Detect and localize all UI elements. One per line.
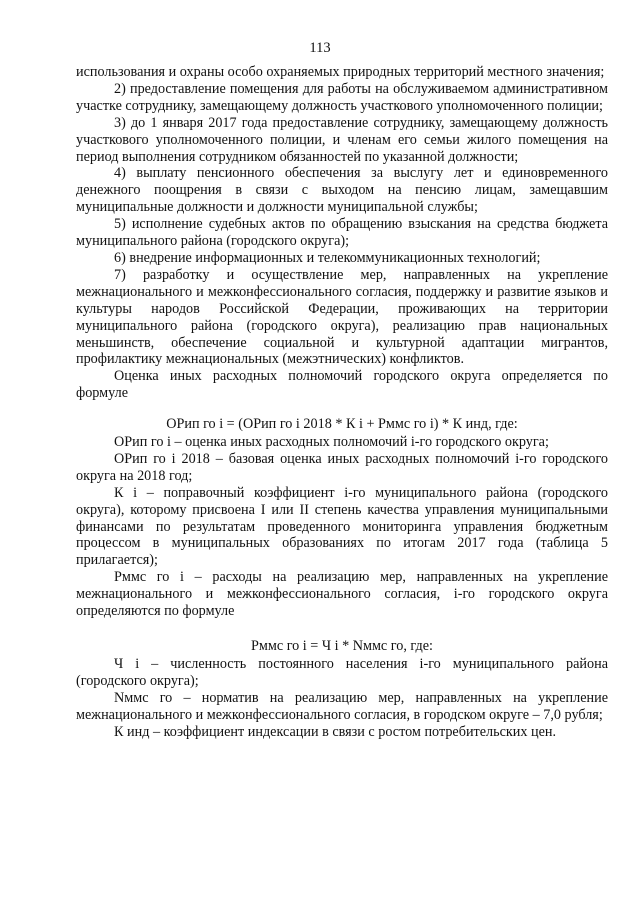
page-number: 113 [309,40,331,56]
paragraph-item-6: 6) внедрение информационных и телекоммуникационных технологий; [114,249,541,266]
definition-rmms: Рммс го i – расходы на реализацию мер, направленных на укрепление межнационального и межконфессионального согласия, i-го городского округа определяются по формуле [76,569,608,620]
paragraph-item-7: 7) разработку и осуществление мер, направленных на укрепление межнационального и межконфессионального согласия, поддержку и развитие языков и культуры народов Российской Федерации, проживающих на территории муниципального района (городского округа), реализацию прав национальных меньшинств, обеспечение социальной и культурной адаптации мигрантов, профилактику межнациональных (межэтнических) конфликтов. [76,266,608,368]
formula-rmms: Рммс го i = Ч i * Nммс го, где: [251,638,433,654]
formula-orip: ОРип го i = (ОРип го i 2018 * К i + Рммс го i) * К инд, где: [166,416,518,433]
paragraph-item-2: 2) предоставление помещения для работы на обслуживаемом административном участке сотруднику, замещающему должность участкового уполномоченного полиции; [76,80,608,114]
paragraph-item-4: 4) выплату пенсионного обеспечения за выслугу лет и единовременного денежного поощрения в связи с выходом на пенсию лицам, замещавшим муниципальные должности и должности муниципальной службы; [76,165,608,216]
definition-ch-i: Ч i – численность постоянного населения i-го муниципального района (городского округа); [76,655,608,689]
definition-k-ind: К инд – коэффициент индексации в связи с ростом потребительских цен. [114,723,557,740]
paragraph-item-3: 3) до 1 января 2017 года предоставление сотруднику, замещающему должность участкового уполномоченного полиции, и членам его семьи жилого помещения на период выполнения сотрудником обязанностей по указанной должности; [76,114,608,165]
paragraph-item-5: 5) исполнение судебных актов по обращению взыскания на средства бюджета муниципального района (городского округа); [76,216,608,250]
definition-orip: ОРип го i – оценка иных расходных полномочий i-го городского округа; [114,434,549,451]
document-body [76,64,608,740]
paragraph-assessment-intro: Оценка иных расходных полномочий городского округа определяется по формуле [76,368,608,402]
definition-nmms: Nммс го – норматив на реализацию мер, направленных на укрепление межнационального и межконфессионального согласия, в городском округе – 7,0 рубля; [76,689,608,723]
definition-orip-2018: ОРип го i 2018 – базовая оценка иных расходных полномочий i-го городского округа на 2018 год; [76,450,608,484]
paragraph-continuation: использования и охраны особо охраняемых природных территорий местного значения; [76,64,605,80]
definition-k-i: К i – поправочный коэффициент i-го муниципального района (городского округа), которому присвоена I или II степень качества управления муниципальными финансами по результатам проведенного мониторинга управления бюджетным процессом в муниципальных образованиях по итогам 2017 года (таблица 5 прилагается); [76,484,608,569]
